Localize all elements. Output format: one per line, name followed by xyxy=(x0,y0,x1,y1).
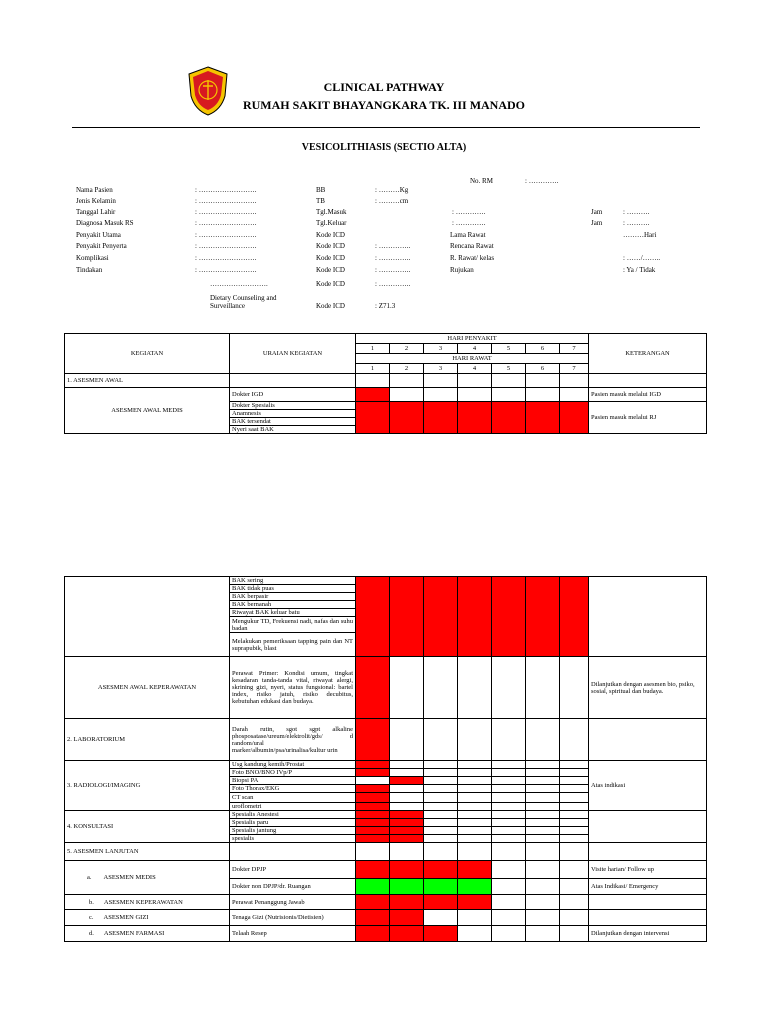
day-number: 6 xyxy=(526,344,560,354)
title-hospital: RUMAH SAKIT BHAYANGKARA TK. III MANADO xyxy=(242,98,526,112)
patient-field-label: Penyakit Utama xyxy=(76,231,121,239)
day-number: 1 xyxy=(356,344,390,354)
table-row xyxy=(65,910,707,926)
row-text: BAK tidak puas xyxy=(230,585,356,593)
diagnosis-subtitle: VESICOLITHIASIS (SECTIO ALTA) xyxy=(301,142,467,153)
patient-field-value: : ………….. xyxy=(375,266,411,274)
day-number: 4 xyxy=(458,344,492,354)
row-text: BAK tersendat xyxy=(230,418,356,426)
row-text: Dokter DPJP xyxy=(230,861,356,879)
patient-field-label: Tanggal Lahir xyxy=(76,208,116,216)
patient-field-label: Rujukan xyxy=(450,266,474,274)
row-text: Dokter Spesialis xyxy=(230,402,356,410)
dietary-icd-label: Kode ICD xyxy=(316,302,345,310)
table-row xyxy=(65,761,707,769)
patient-field-label: Kode ICD xyxy=(316,242,345,250)
patient-field-value: : …………. xyxy=(452,219,486,227)
patient-field-label: Jam xyxy=(591,219,603,227)
patient-field-value: : ………Kg xyxy=(375,186,409,194)
patient-field-value: : Ya / Tidak xyxy=(623,266,656,274)
day-number: 3 xyxy=(424,364,458,374)
patient-field-value: : ……………………. xyxy=(195,186,257,194)
patient-field-value: ………Hari xyxy=(623,231,657,239)
row-keterangan: Dilanjutkan dengan intervensi xyxy=(589,926,707,942)
dietary-icd-value: : Z71.3 xyxy=(375,302,396,310)
table-row xyxy=(65,811,707,819)
row-keterangan: Pasien masuk melalui RJ xyxy=(589,402,707,434)
row-text: Foto Thorax/EKG xyxy=(230,785,356,793)
row-keterangan: Pasien masuk melalui IGD xyxy=(589,388,707,402)
title-clinical-pathway: CLINICAL PATHWAY xyxy=(323,80,445,94)
patient-field-value: : ……………………. xyxy=(195,197,257,205)
section-label: 5. ASESMEN LANJUTAN xyxy=(65,843,230,861)
patient-field-label: Kode ICD xyxy=(316,254,345,262)
day-number: 5 xyxy=(492,364,526,374)
patient-field-label: Nama Pasien xyxy=(76,186,113,194)
row-text: Darah rutin, sgot sgpt alkaline phosposatase/ureum/elektrolit/gds/ d random/ural marker/albumin/psa/urinalisa/kultur urin xyxy=(230,719,356,761)
row-text: Spesialis paru xyxy=(230,819,356,827)
row-text: uroflometri xyxy=(230,803,356,811)
row-text: Dokter non DPJP/dr. Ruangan xyxy=(230,879,356,895)
row-text: CT scan xyxy=(230,793,356,803)
row-text: Anamnesis xyxy=(230,410,356,418)
patient-field-value: : ……………………. xyxy=(195,231,257,239)
row-text: Mengukur TD, Frekuensi nadi, nafas dan suhu badan xyxy=(230,617,356,633)
row-keterangan: Atas Indikasi/ Emergency xyxy=(589,879,707,895)
row-text: Dokter IGD xyxy=(230,388,356,402)
patient-field-value: : …………. xyxy=(452,208,486,216)
patient-field-value: : ……/…….. xyxy=(623,254,661,262)
patient-field-value: : ……………………. xyxy=(195,266,257,274)
section-asesmen-awal xyxy=(65,374,707,388)
asesmen-gizi-label: c. ASESMEN GIZI xyxy=(65,910,230,926)
asesmen-medis-label: a. ASESMEN MEDIS xyxy=(65,861,230,895)
patient-field-value: : ………. xyxy=(623,208,650,216)
row-text: Spesialis jantung xyxy=(230,827,356,835)
patient-field-value: : ………cm xyxy=(375,197,409,205)
row-text: BAK sering xyxy=(230,577,356,585)
row-text: Biopsi PA xyxy=(230,777,356,785)
patient-field-label: Diagnosa Masuk RS xyxy=(76,219,134,227)
dietary-label: Dietary Counseling and Surveillance xyxy=(210,294,277,310)
day-number: 5 xyxy=(492,344,526,354)
patient-field-value: : ………….. xyxy=(375,242,411,250)
table-row xyxy=(65,577,707,585)
day-number: 3 xyxy=(424,344,458,354)
patient-field-value: ……………………. xyxy=(210,280,268,288)
header-hari-rawat: HARI RAWAT xyxy=(356,354,589,364)
day-number: 7 xyxy=(560,344,589,354)
table-row xyxy=(65,388,707,402)
section-label: 1. ASESMEN AWAL xyxy=(65,374,230,388)
row-keterangan: Atas indikasi xyxy=(589,761,707,811)
table-row xyxy=(65,657,707,719)
radiologi-label: 3. RADIOLOGI/IMAGING xyxy=(65,761,230,811)
patient-field-label: TB xyxy=(316,197,325,205)
patient-field-label: Penyakit Penyerta xyxy=(76,242,127,250)
row-text: BAK bernanah xyxy=(230,601,356,609)
patient-field-label: Tgl.Keluar xyxy=(316,219,347,227)
pathway-table-1 xyxy=(64,333,707,434)
row-text: Perawat Penanggung Jawab xyxy=(230,895,356,910)
patient-field-label: Tindakan xyxy=(76,266,103,274)
row-text: Perawat Primer: Kondisi umum, tingkat kesadaran tanda-tanda vital, riwayat alergi, skrining gizi, nyeri, status fungsional: bartel index, risiko jatuh, risiko decubitus, kebutuhan edukasi dan budaya. xyxy=(230,657,356,719)
konsultasi-label: 4. KONSULTASI xyxy=(65,811,230,843)
header-hari-penyakit: HARI PENYAKIT xyxy=(356,334,589,344)
patient-field-label: Tgl.Masuk xyxy=(316,208,347,216)
patient-field-label: BB xyxy=(316,186,326,194)
day-number: 1 xyxy=(356,364,390,374)
day-number: 4 xyxy=(458,364,492,374)
day-number: 7 xyxy=(560,364,589,374)
no-rm-value: : …………. xyxy=(525,177,559,185)
patient-field-value: : ……………………. xyxy=(195,254,257,262)
patient-field-label: Jenis Kelamin xyxy=(76,197,116,205)
patient-field-label: Kode ICD xyxy=(316,280,345,288)
table-row xyxy=(65,895,707,910)
table-row xyxy=(65,926,707,942)
asesmen-awal-keperawatan-label: ASESMEN AWAL KEPERAWATAN xyxy=(65,657,230,719)
section-asesmen-lanjutan xyxy=(65,843,707,861)
table-row xyxy=(65,719,707,761)
day-number: 6 xyxy=(526,364,560,374)
patient-field-label: Komplikasi xyxy=(76,254,109,262)
no-rm-label: No. RM xyxy=(470,177,493,185)
pathway-table-2 xyxy=(64,576,707,942)
patient-field-value: : ………….. xyxy=(375,254,411,262)
patient-field-value: : ……………………. xyxy=(195,219,257,227)
row-text: BAK berpasir xyxy=(230,593,356,601)
day-number: 2 xyxy=(390,344,424,354)
header-keterangan: KETERANGAN xyxy=(589,334,707,374)
asesmen-keperawatan-label: b. ASESMEN KEPERAWATAN xyxy=(65,895,230,910)
row-text: Riwayat BAK keluar batu xyxy=(230,609,356,617)
row-keterangan: Dilanjutkan dengan asesmen bio, psiko, sosial, spiritual dan budaya. xyxy=(589,657,707,719)
row-text: Telaah Resep xyxy=(230,926,356,942)
row-text: Usg kandung kemih/Prostat xyxy=(230,761,356,769)
row-text: Spesialis Anestesi xyxy=(230,811,356,819)
asesmen-farmasi-label: d. ASESMEN FARMASI xyxy=(65,926,230,942)
patient-field-value: : ………….. xyxy=(375,280,411,288)
row-text: Nyeri saat BAK xyxy=(230,426,356,434)
day-number: 2 xyxy=(390,364,424,374)
row-text: Tenaga Gizi (Nutrisionis/Dietisien) xyxy=(230,910,356,926)
patient-field-label: Kode ICD xyxy=(316,266,345,274)
header-uraian: URAIAN KEGIATAN xyxy=(230,334,356,374)
patient-field-label: Kode ICD xyxy=(316,231,345,239)
laboratorium-label: 2. LABORATORIUM xyxy=(65,719,230,761)
patient-field-value: : ……………………. xyxy=(195,242,257,250)
patient-field-label: R. Rawat/ kelas xyxy=(450,254,495,262)
patient-field-label: Rencana Rawat xyxy=(450,242,494,250)
patient-field-label: Lama Rawat xyxy=(450,231,486,239)
patient-field-value: : ……………………. xyxy=(195,208,257,216)
row-text: Melakukan pemeriksaan tapping pain dan NT suprapubik, blast xyxy=(230,633,356,657)
header-divider xyxy=(72,127,700,128)
header-kegiatan: KEGIATAN xyxy=(65,334,230,374)
patient-field-label: Jam xyxy=(591,208,603,216)
row-text: spesialis xyxy=(230,835,356,843)
row-keterangan: Visite harian/ Follow up xyxy=(589,861,707,879)
patient-field-value: : ………. xyxy=(623,219,650,227)
asesmen-awal-medis-label: ASESMEN AWAL MEDIS xyxy=(65,388,230,434)
row-text: Foto BNO/BNO IVp/P xyxy=(230,769,356,777)
table-row xyxy=(65,861,707,879)
